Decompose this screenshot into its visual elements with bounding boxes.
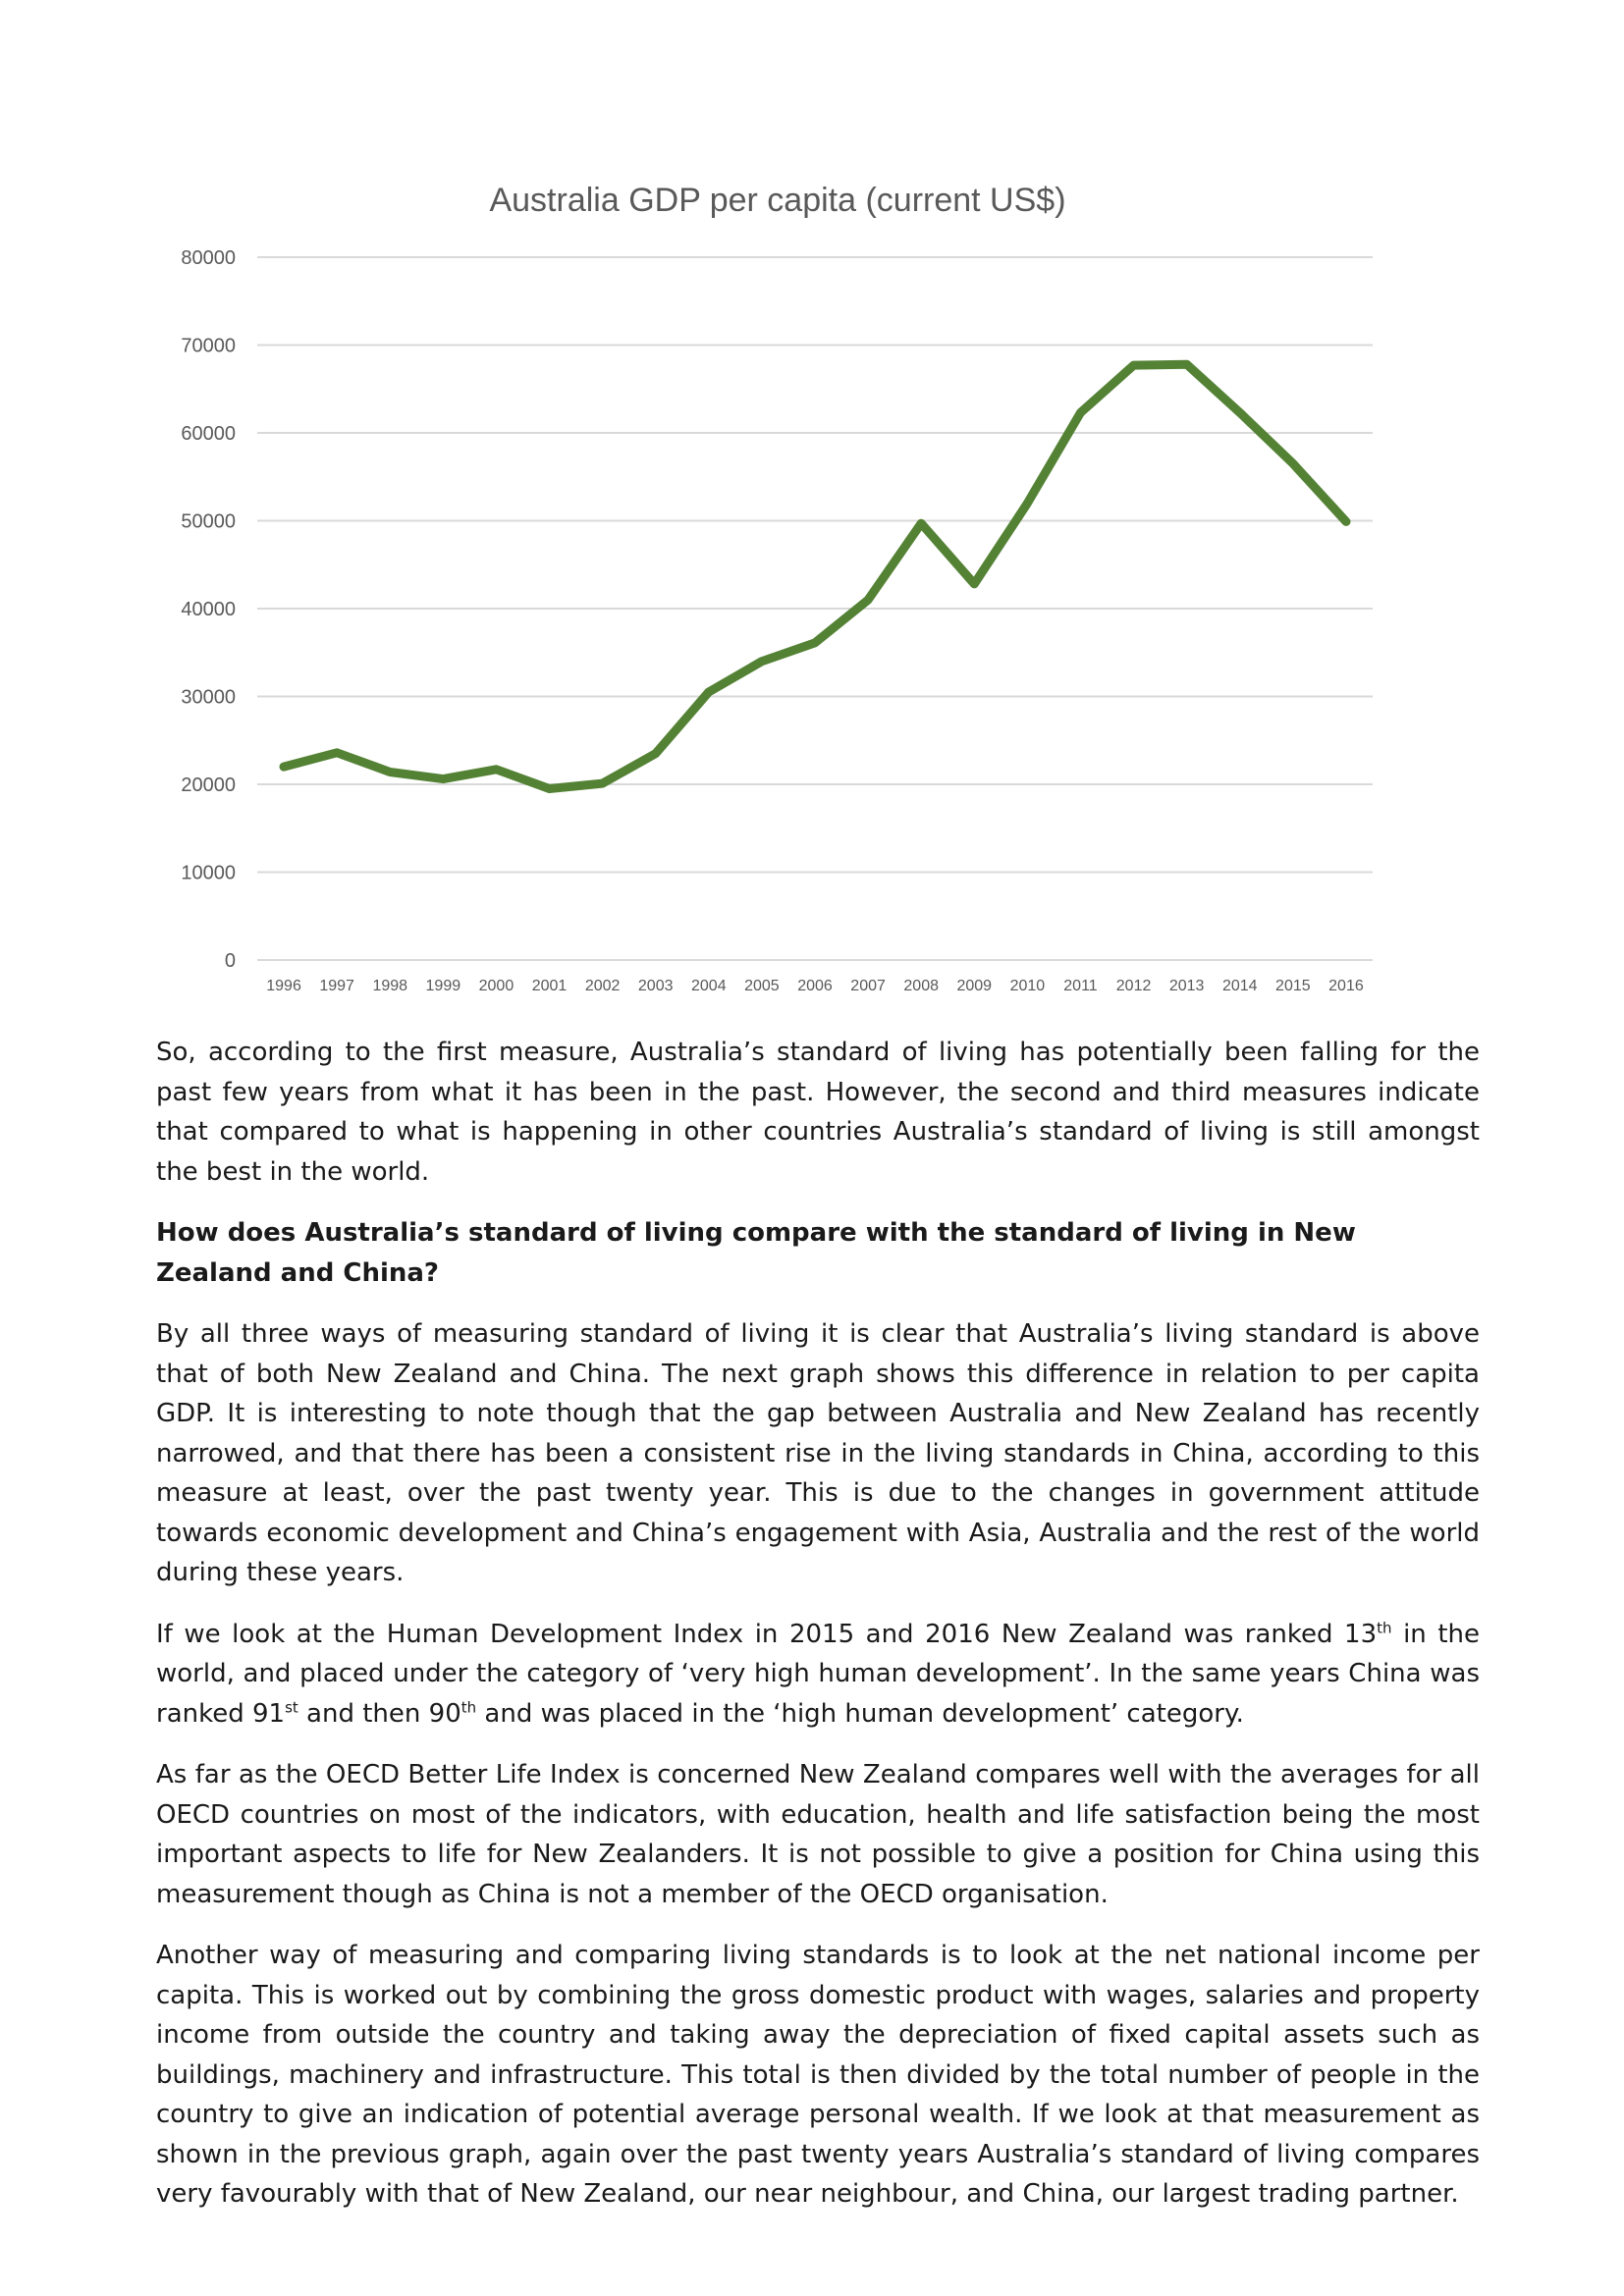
x-tick-label: 2009 <box>956 978 993 994</box>
grid-layer <box>257 257 1373 960</box>
x-tick-label: 2000 <box>478 978 514 994</box>
chart-title: Australia GDP per capita (current US$) <box>489 182 1066 219</box>
paragraph-comparison: By all three ways of measuring standard of living it is clear that Australia’s living standard is above that of both New Zealand and China. The next graph shows this difference in relation to per capita GDP. It is interesting to note though that the gap between Australia and New Zealand has recently narrowed, and that there has been a consistent rise in the living standards in China, according to this measure at least, over the past twenty year. This is due to the changes in government attitude towards economic development and China’s engagement with Asia, Australia and the rest of the world during these years. <box>156 1319 1480 1587</box>
x-axis-ticks <box>266 978 1364 994</box>
series-layer <box>284 364 1346 788</box>
x-tick-label: 1996 <box>266 978 301 994</box>
x-tick-label: 2012 <box>1115 978 1152 994</box>
x-tick-label: 2006 <box>797 978 833 994</box>
x-tick-label: 1997 <box>319 978 354 994</box>
x-tick-label: 2003 <box>637 978 674 994</box>
section-heading: How does Australia’s standard of living compare with the standard of living in New Zealand and China? <box>156 1218 1356 1288</box>
x-tick-label: 2001 <box>531 978 568 994</box>
paragraph-first-measure: So, according to the first measure, Australia’s standard of living has potentially been falling for the past few years from what it has been in the past. However, the second and third measures indicate that compared to what is happening in other countries Australia’s standard of living is still amongst the best in the world. <box>156 1038 1480 1187</box>
y-tick-label: 20000 <box>181 774 236 796</box>
series-line <box>284 364 1346 788</box>
paragraph-oecd: As far as the OECD Better Life Index is concerned New Zealand compares well with the averages for all OECD countries on most of the indicators, with education, health and life satisfaction being the most important aspects to life for New Zealanders. It is not possible to give a position for China using this measurement though as China is not a member of the OECD organisation. <box>156 1760 1480 1909</box>
hdi-text-b: in the world, and placed under the category of ‘very high human development’. In the same years China was ranked 91 <box>156 1619 1480 1729</box>
hdi-sup-13th: th <box>1377 1618 1392 1636</box>
hdi-text-d: and was placed in the ‘high human development’ category. <box>476 1698 1244 1729</box>
hdi-text-a: If we look at the Human Development Index in 2015 and 2016 New Zealand was ranked 13 <box>156 1619 1378 1649</box>
body-text <box>156 1033 1480 2236</box>
y-tick-label: 80000 <box>181 247 236 269</box>
x-tick-label: 1998 <box>372 978 408 994</box>
chart-svg <box>147 167 1384 1011</box>
hdi-text-c: and then 90 <box>298 1698 461 1729</box>
paragraph-hdi <box>156 1615 1480 1735</box>
x-tick-label: 2004 <box>691 978 727 994</box>
paragraph-net-income: Another way of measuring and comparing living standards is to look at the net national income per capita. This is worked out by combining the gross domestic product with wages, salaries and property income from outside the country and taking away the depreciation of fixed capital assets such as buildings, machinery and infrastructure. This total is then divided by the total number of people in the country to give an indication of potential average personal wealth. If we look at that measurement as shown in the previous graph, again over the past twenty years Australia’s standard of living compares very favourably with that of New Zealand, our near neighbour, and China, our largest trading partner. <box>156 1941 1480 2209</box>
x-tick-label: 2005 <box>744 978 780 994</box>
y-tick-label: 50000 <box>181 510 236 533</box>
gdp-line-chart <box>147 167 1384 1011</box>
x-tick-label: 2016 <box>1328 978 1364 994</box>
x-tick-label: 2008 <box>903 978 939 994</box>
x-tick-label: 2013 <box>1168 978 1205 994</box>
y-axis-ticks <box>181 247 236 972</box>
x-tick-label: 2015 <box>1275 978 1311 994</box>
x-tick-label: 2011 <box>1063 978 1098 994</box>
x-tick-label: 2014 <box>1221 978 1258 994</box>
y-tick-label: 60000 <box>181 423 236 445</box>
x-tick-label: 2007 <box>850 978 886 994</box>
y-tick-label: 40000 <box>181 599 236 620</box>
y-tick-label: 70000 <box>181 335 236 357</box>
y-tick-label: 0 <box>224 950 236 972</box>
x-tick-label: 2010 <box>1009 978 1046 994</box>
hdi-sup-91st: st <box>285 1697 298 1716</box>
y-tick-label: 10000 <box>181 862 236 884</box>
y-tick-label: 30000 <box>181 686 236 709</box>
x-tick-label: 1999 <box>425 978 461 994</box>
hdi-sup-90th: th <box>460 1697 477 1716</box>
x-tick-label: 2002 <box>584 978 621 994</box>
